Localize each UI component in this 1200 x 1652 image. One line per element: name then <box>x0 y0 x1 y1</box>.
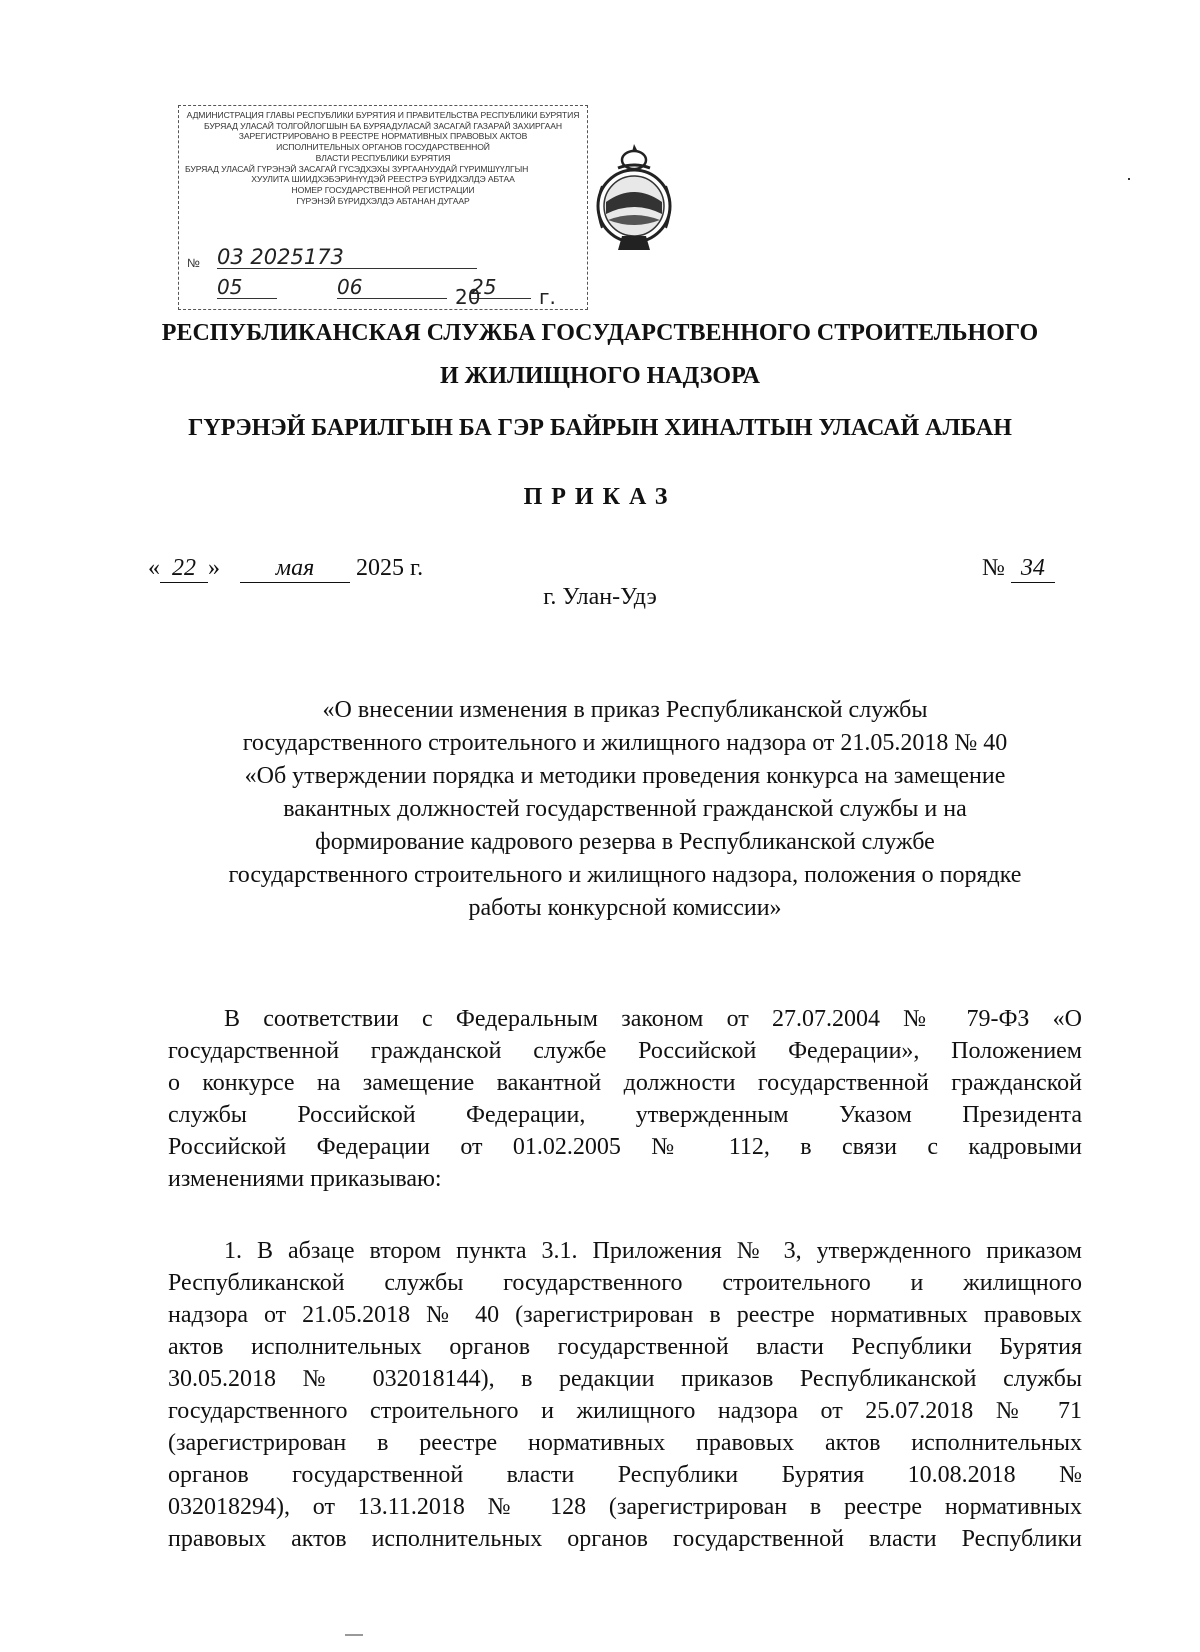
order-title <box>170 694 1080 925</box>
stamp-date <box>187 275 577 309</box>
order-number-value: 34 <box>1011 555 1055 583</box>
title-line: государственного строительного и жилищного надзора от 21.05.2018 № 40 <box>242 730 1008 756</box>
paragraph-line: Российской Федерации от 01.02.2005 № 112, в связи с кадровыми <box>168 1134 1082 1160</box>
title-line: «О внесении изменения в приказ Республиканской службы <box>322 697 928 723</box>
document-type: ПРИКАЗ <box>523 484 677 510</box>
quote-open: « <box>148 555 160 581</box>
order-number <box>982 555 1055 583</box>
order-day: 22 <box>160 555 208 583</box>
stamp-number-label: № <box>187 256 200 270</box>
scan-mark <box>345 1634 363 1636</box>
paragraph-line: органов государственной власти Республики Бурятия 10.08.2018 № <box>168 1462 1082 1488</box>
paragraph-line: правовых актов исполнительных органов государственной власти Республики <box>168 1526 1082 1552</box>
stamp-year-prefix: 20 <box>455 285 481 309</box>
title-line: вакантных должностей государственной гражданской службы и на <box>283 796 967 822</box>
paragraph-line: В соответствии с Федеральным законом от 27.07.2004 № 79-ФЗ «О <box>224 1006 1082 1032</box>
title-line: государственного строительного и жилищного надзора, положения о порядке <box>228 862 1022 888</box>
speck <box>1128 178 1130 180</box>
title-line: формирование кадрового резерва в Республиканской службе <box>315 829 935 855</box>
stamp-year: 25 <box>471 276 531 299</box>
stamp-line: АДМИНИСТРАЦИЯ ГЛАВЫ РЕСПУБЛИКИ БУРЯТИЯ И ПРАВИТЕЛЬСТВА РЕСПУБЛИКИ БУРЯТИЯ <box>186 110 580 120</box>
paragraph-line: службы Российской Федерации, утвержденным Указом Президента <box>168 1102 1082 1128</box>
order-date <box>148 555 423 583</box>
preamble-paragraph <box>168 1003 1082 1195</box>
quote-close: » <box>208 555 220 581</box>
title-line: работы конкурсной комиссии» <box>468 895 782 921</box>
paragraph-line: 032018294), от 13.11.2018 № 128 (зарегистрирован в реестре нормативных <box>168 1494 1082 1520</box>
paragraph-line: 30.05.2018 № 032018144), в редакции приказов Республиканской службы <box>168 1366 1082 1392</box>
stamp-month: 06 <box>337 276 447 299</box>
item-1-paragraph <box>168 1235 1082 1555</box>
stamp-number-value: 03 2025173 <box>217 246 477 269</box>
paragraph-line: государственного строительного и жилищного надзора от 25.07.2018 № 71 <box>168 1398 1082 1424</box>
paragraph-line: актов исполнительных органов государственной власти Республики Бурятия <box>168 1334 1082 1360</box>
title-line: «Об утверждении порядка и методики проведения конкурса на замещение <box>244 763 1006 789</box>
stamp-line: НОМЕР ГОСУДАРСТВЕННОЙ РЕГИСТРАЦИИ <box>291 184 475 195</box>
paragraph-line: изменениями приказываю: <box>168 1166 442 1192</box>
stamp-day: 05 <box>217 276 277 299</box>
stamp-year-suffix: г. <box>539 285 556 309</box>
stamp-registration-number <box>187 246 577 270</box>
order-number-label: № <box>982 555 1005 581</box>
stamp-line: ВЛАСТИ РЕСПУБЛИКИ БУРЯТИЯ <box>315 152 451 163</box>
order-month: мая <box>240 555 350 583</box>
stamp-line: ГҮРЭНЭЙ БҮРИДХЭЛДЭ АБТАHАН ДУГААР <box>296 195 470 206</box>
paragraph-line: (зарегистрирован в реестре нормативных правовых актов исполнительных <box>168 1430 1082 1456</box>
org-name-bua: ГҮРЭНЭЙ БАРИЛГЫН БА ГЭР БАЙРЫН ХИНАЛТЫН УЛАСАЙ АЛБАН <box>188 415 1012 441</box>
stamp-line: ХУУЛИТА ШИИДХЭБЭРИНҮҮДЭЙ РЕЕСТРЭ БҮРИДХЭЛДЭ АБТАА <box>251 174 515 185</box>
coat-of-arms-emblem-icon <box>588 140 680 260</box>
paragraph-line: Республиканской службы государственного строительного и жилищного <box>168 1270 1082 1296</box>
paragraph-line: надзора от 21.05.2018 № 40 (зарегистрирован в реестре нормативных правовых <box>168 1302 1082 1328</box>
paragraph-line: государственной гражданской службе Российской Федерации», Положением <box>168 1038 1082 1064</box>
org-name-ru-line2: И ЖИЛИЩНОГО НАДЗОРА <box>439 363 760 389</box>
stamp-line: БУРЯАД УЛАСАЙ ГҮРЭНЭЙ ЗАСАГАЙ ГҮСЭДХЭХЫ ЗУРГААНУУДАЙ ГҮРИМШҮҮЛГЫН <box>185 163 529 174</box>
stamp-line: БУРЯАД УЛАСАЙ ТОЛГОЙЛОГШЫН БА БУРЯАДУЛАСАЙ ЗАСАГАЙ ГАЗАРАЙ ЗАХИРГААН <box>203 120 562 131</box>
paragraph-line: 1. В абзаце втором пункта 3.1. Приложения № 3, утвержденного приказом <box>224 1238 1082 1264</box>
org-name-ru-line1: РЕСПУБЛИКАНСКАЯ СЛУЖБА ГОСУДАРСТВЕННОГО СТРОИТЕЛЬНОГО <box>161 320 1039 346</box>
stamp-line: ЗАРЕГИСТРИРОВАНО В РЕЕСТРЕ НОРМАТИВНЫХ ПРАВОВЫХ АКТОВ <box>238 131 528 142</box>
registration-stamp <box>178 105 588 310</box>
stamp-line: ИСПОЛНИТЕЛЬНЫХ ОРГАНОВ ГОСУДАРСТВЕННОЙ <box>276 142 490 153</box>
paragraph-line: о конкурсе на замещение вакантной должности государственной гражданской <box>168 1070 1082 1096</box>
order-year: 2025 г. <box>356 555 424 581</box>
city: г. Улан-Удэ <box>543 584 657 610</box>
